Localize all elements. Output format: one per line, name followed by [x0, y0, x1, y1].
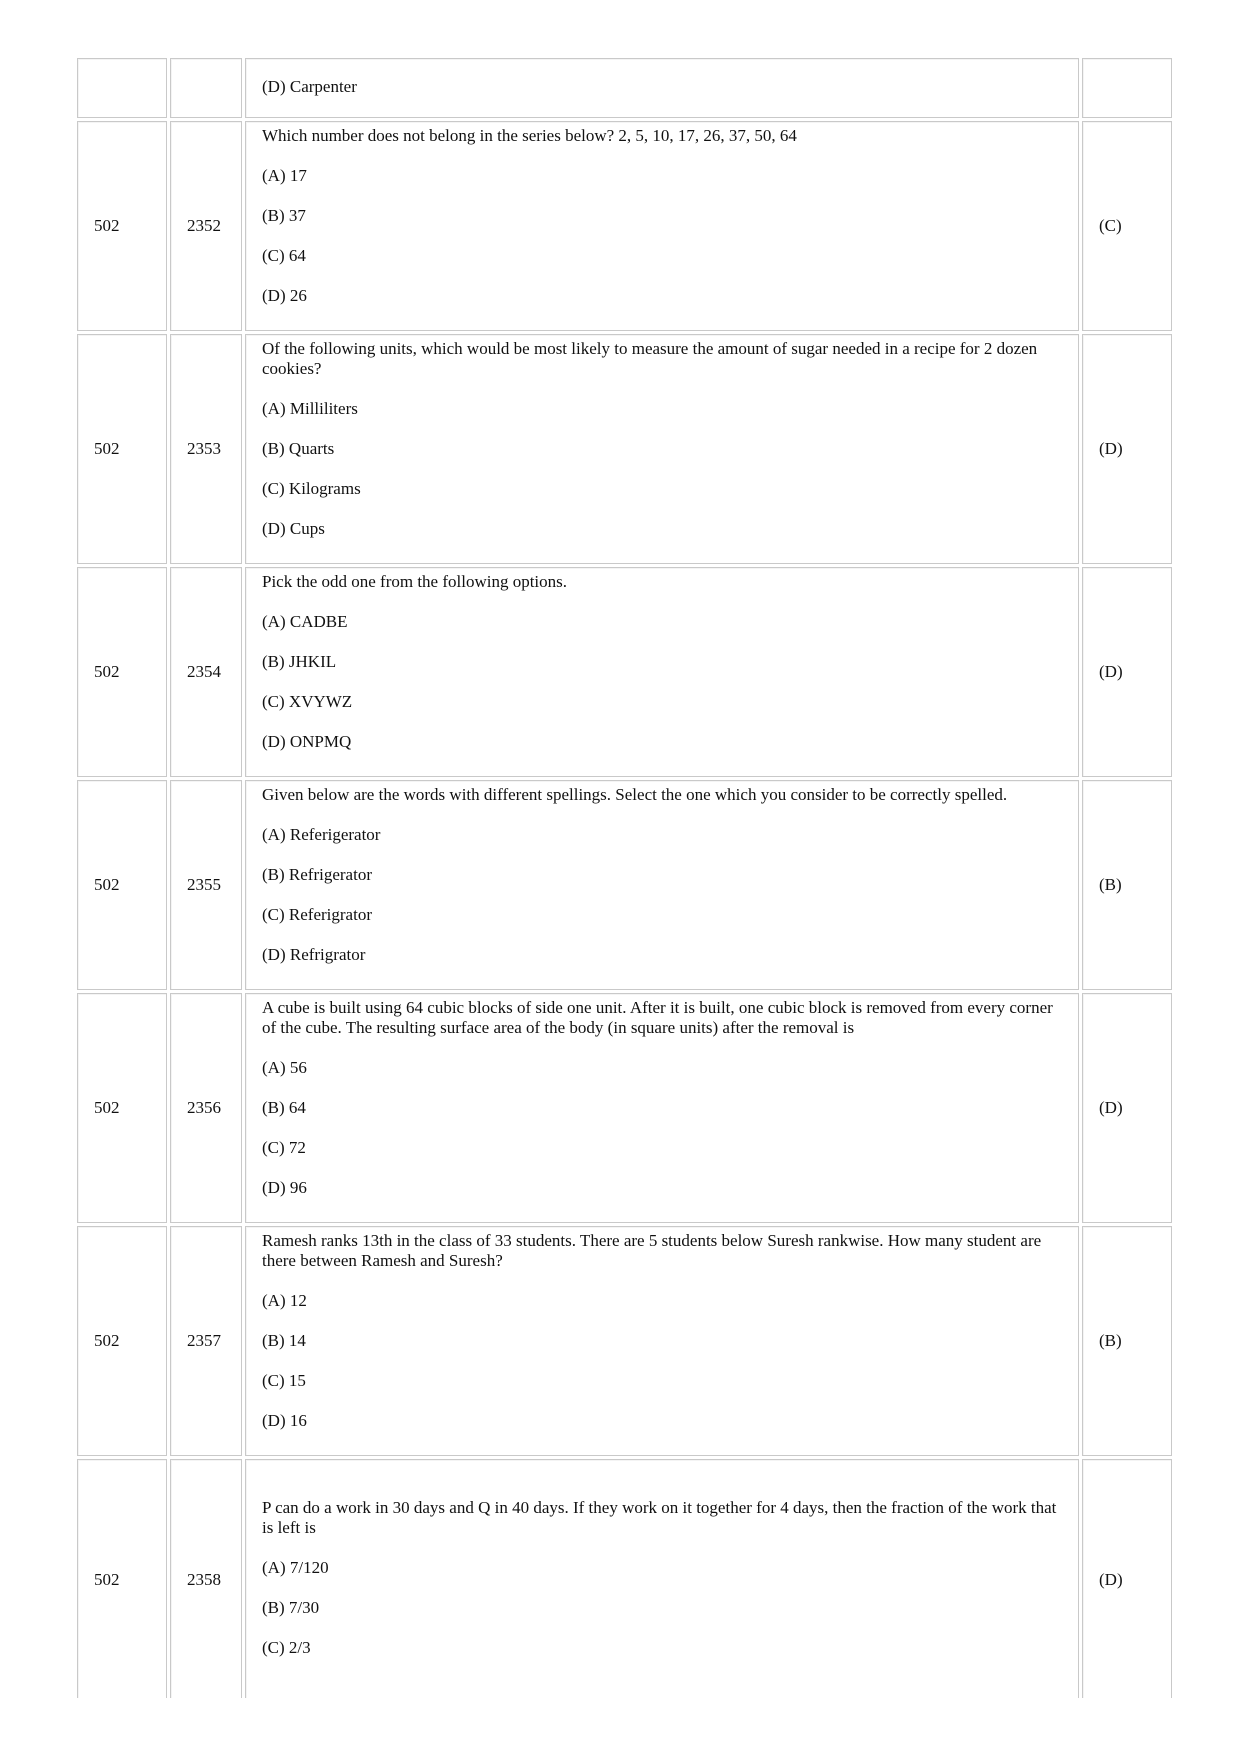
- subject-cell: 502: [77, 567, 167, 777]
- question-id-cell: 2357: [170, 1226, 242, 1456]
- table-row: [77, 993, 1172, 1223]
- option-b: (B) 14: [262, 1331, 306, 1350]
- option-c: (C) XVYWZ: [262, 692, 353, 711]
- option-d: (D) 26: [262, 286, 307, 305]
- option-d: (D) Refrigrator: [262, 945, 366, 964]
- option-d: (D) Cups: [262, 519, 325, 538]
- subject-cell: 502: [77, 334, 167, 564]
- question-cell: [245, 567, 1079, 777]
- table-row: [77, 121, 1172, 331]
- answer-cell: (D): [1082, 334, 1172, 564]
- question-id-cell: 2355: [170, 780, 242, 990]
- question-table: [74, 58, 1172, 1698]
- option-b: (B) 64: [262, 1098, 306, 1117]
- option-b: (B) Quarts: [262, 439, 335, 458]
- answer-cell: (D): [1082, 993, 1172, 1223]
- option-b: (B) 37: [262, 206, 306, 225]
- question-id-cell: 2354: [170, 567, 242, 777]
- option-d: (D) 16: [262, 1411, 307, 1430]
- answer-cell: (D): [1082, 567, 1172, 777]
- option-b: (B) 7/30: [262, 1597, 320, 1617]
- question-text: A cube is built using 64 cubic blocks of side one unit. After it is built, one cubic block is removed from every corner of the cube. The resulting surface area of the body (in square units) after the removal is: [262, 998, 1053, 1037]
- answer-cell: [1082, 58, 1172, 118]
- question-text: Pick the odd one from the following options.: [262, 572, 568, 591]
- subject-cell: 502: [77, 121, 167, 331]
- table-row: [77, 1459, 1172, 1698]
- question-text: Ramesh ranks 13th in the class of 33 students. There are 5 students below Suresh rankwise. How many student are there between Ramesh and Suresh?: [262, 1231, 1042, 1270]
- question-text: P can do a work in 30 days and Q in 40 days. If they work on it together for 4 days, then the fraction of the work that is left is: [262, 1497, 1057, 1537]
- question-text: Of the following units, which would be most likely to measure the amount of sugar needed in a recipe for 2 dozen cookies?: [262, 339, 1038, 378]
- question-cell: [245, 121, 1079, 331]
- option-d: (D) 96: [262, 1178, 307, 1197]
- option-c: (C) 15: [262, 1371, 306, 1390]
- table-row: [77, 780, 1172, 990]
- option-b: (B) JHKIL: [262, 652, 337, 671]
- question-cell: [245, 58, 1079, 118]
- answer-cell: (B): [1082, 1226, 1172, 1456]
- question-cell: [245, 993, 1079, 1223]
- option-a: (A) 12: [262, 1291, 307, 1310]
- option-a: (A) 17: [262, 166, 307, 185]
- option-c: (C) 64: [262, 246, 306, 265]
- table-row: [77, 1226, 1172, 1456]
- question-id-cell: 2353: [170, 334, 242, 564]
- option-b: (B) Refrigerator: [262, 865, 372, 884]
- option-c: (C) Referigrator: [262, 905, 372, 924]
- subject-cell: 502: [77, 993, 167, 1223]
- question-cell: [245, 780, 1079, 990]
- option-c: (C) 2/3: [262, 1637, 311, 1657]
- option-a: (A) CADBE: [262, 612, 348, 631]
- page: [74, 58, 1172, 1698]
- option-d: (D) Carpenter: [262, 77, 357, 96]
- option-a: (A) 56: [262, 1058, 307, 1077]
- subject-cell: 502: [77, 780, 167, 990]
- question-cell: [245, 1226, 1079, 1456]
- subject-cell: 502: [77, 1226, 167, 1456]
- option-a: (A) Referigerator: [262, 825, 381, 844]
- question-cell: [245, 334, 1079, 564]
- option-c: (C) 72: [262, 1138, 306, 1157]
- question-cell: [245, 1459, 1079, 1698]
- question-text: Which number does not belong in the series below? 2, 5, 10, 17, 26, 37, 50, 64: [262, 126, 797, 145]
- answer-cell: (B): [1082, 780, 1172, 990]
- option-a: (A) Milliliters: [262, 399, 358, 418]
- table-row: [77, 58, 1172, 118]
- question-id-cell: 2356: [170, 993, 242, 1223]
- option-c: (C) Kilograms: [262, 479, 361, 498]
- question-id-cell: [170, 58, 242, 118]
- option-d: (D) ONPMQ: [262, 732, 352, 751]
- subject-cell: 502: [77, 1459, 167, 1698]
- answer-cell: (D): [1082, 1459, 1172, 1698]
- table-row: [77, 334, 1172, 564]
- answer-cell: (C): [1082, 121, 1172, 331]
- question-text: Given below are the words with different spellings. Select the one which you consider to be correctly spelled.: [262, 785, 1008, 804]
- question-id-cell: 2358: [170, 1459, 242, 1698]
- question-id-cell: 2352: [170, 121, 242, 331]
- subject-cell: [77, 58, 167, 118]
- table-row: [77, 567, 1172, 777]
- option-a: (A) 7/120: [262, 1557, 329, 1577]
